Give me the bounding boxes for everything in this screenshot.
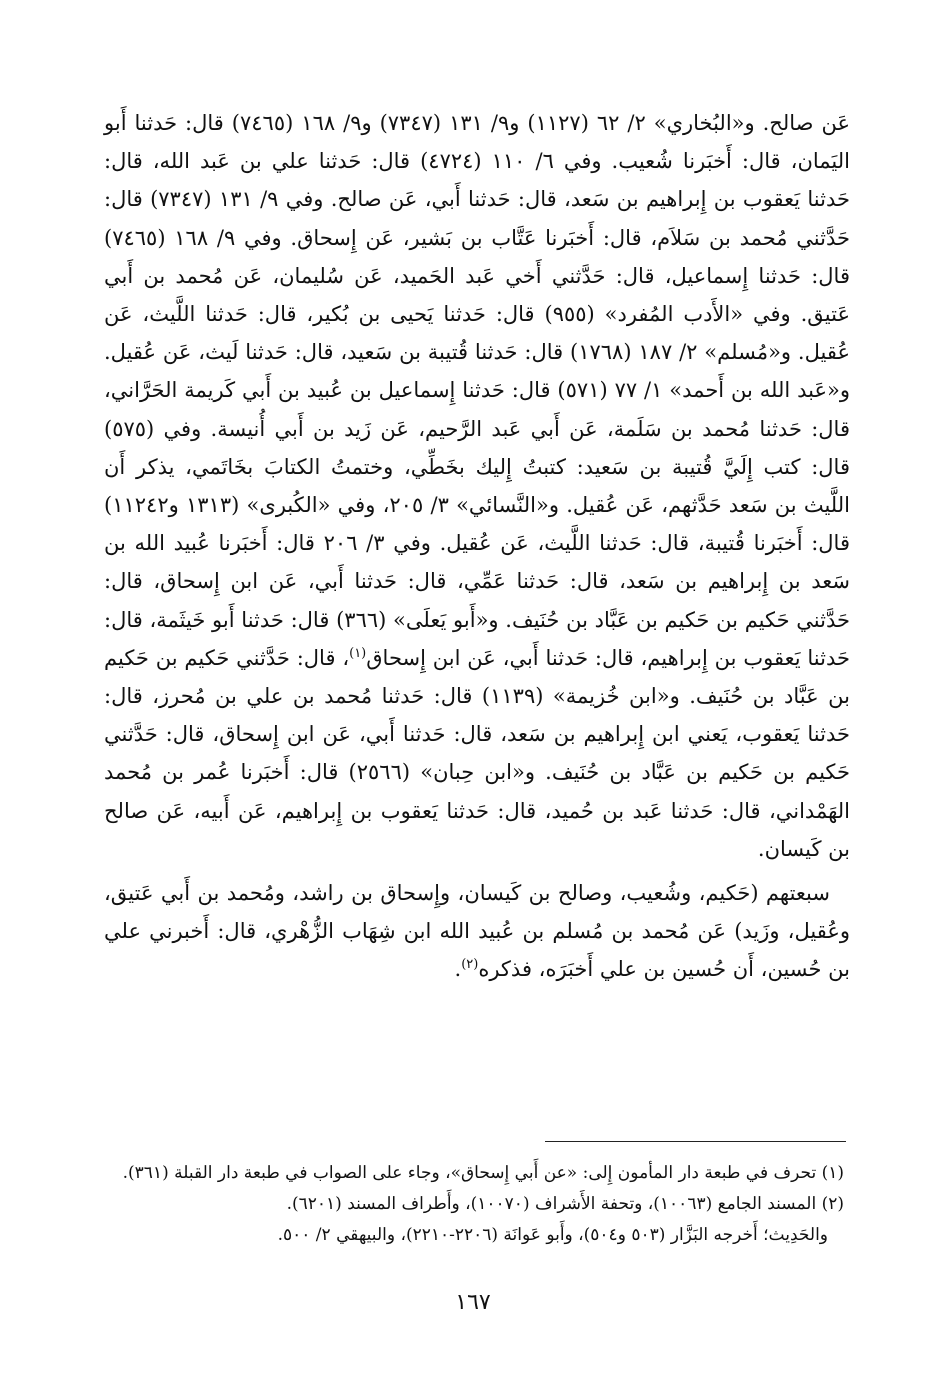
footnote-2: (٢) المسند الجامع (١٠٠٦٣)، وتحفة الأَشراف (١٠٠٧٠)، وأَطراف المسند (٦٢٠١). [286, 1194, 844, 1214]
footnote-divider [545, 1141, 846, 1142]
footnotes [104, 1158, 844, 1251]
footnote-3: والحَدِيث؛ أَخرجه البَزَّار (٥٠٣ و٥٠٤)، وأَبو عَوانَة (٢٢٠٦-٢٢١٠)، والبيهقي ٢/ ٥٠٠. [277, 1225, 828, 1245]
page-number: ١٦٧ [455, 1290, 491, 1315]
main-text [104, 104, 850, 989]
paragraph-2 [104, 874, 850, 989]
paragraph-1-continuation: ، قال: حَدَّثني حَكيم بن حَكيم بن عَبَّاد بن حُنَيف. و«ابن خُزيمة» (١١٣٩) قال: حَدثنا مُحمد بن علي بن مُحرز، قال: حَدثنا يَعقوب، يَعني ابن إِبراهيم بن سَعد، قال: حَدثنا أَبي، عَن ابن إِسحاق، قال: حَدَّثني حَكيم بن حَكيم بن عَبَّاد بن حُنَيف. و«ابن حِبان» (٢٥٦٦) قال: أَخبَرنا عُمر بن مُحمد الهَمْداني، قال: حَدثنا عَبد بن حُميد، قال: حَدثنا يَعقوب بن إِبراهيم، عَن أَبيه، عَن صالح بن كَيسان. [104, 645, 850, 861]
footnote-ref-2[interactable]: (٢) [461, 957, 479, 973]
paragraph-1-text: عَن صالح. و«البُخاري» ٢/ ٦٢ (١١٢٧) و٩/ ١٣١ (٧٣٤٧) و٩/ ١٦٨ (٧٤٦٥) قال: حَدثنا أَبو اليَمان، قال: أَخبَرنا شُعيب. وفي ٦/ ١١٠ (٤٧٢٤) قال: حَدثنا علي بن عَبد الله، قال: حَدثنا يَعقوب بن إِبراهيم بن سَعد، قال: حَدثنا أَبي، عَن صالح. وفي ٩/ ١٣١ (٧٣٤٧) قال: حَدَّثني مُحمد بن سَلاَم، قال: أَخبَرنا عَتَّاب بن بَشير، عَن إِسحاق. وفي ٩/ ١٦٨ (٧٤٦٥) قال: حَدثنا إِسماعيل، قال: حَدَّثني أَخي عَبد الحَميد، عَن سُليمان، عَن مُحمد بن أَبي عَتيق. وفي «الأَدب المُفرد» (٩٥٥) قال: حَدثنا يَحيى بن بُكير، قال: حَدثنا اللَّيث، عَن عُقيل. و«مُسلم» ٢/ ١٨٧ (١٧٦٨) قال: حَدثنا قُتيبة بن سَعيد، قال: حَدثنا لَيث، عَن عُقيل. و«عَبد الله بن أَحمد» ١/ ٧٧ (٥٧١) قال: حَدثنا إِسماعيل بن عُبيد بن أَبي كَريمة الحَرَّاني، قال: حَدثنا مُحمد بن سَلَمة، عَن أَبي عَبد الرَّحيم، عَن زَيد بن أَبي أُنيسة. وفي (٥٧٥) قال: كتب إِلَيَّ قُتيبة بن سَعيد: كتبتُ إِليك بخَطِّي، وختمتُ الكتابَ بخَاتَمي، يذكر أَن اللَّيث بن سَعد حَدَّثهم، عَن عُقيل. و«النَّسائي» ٣/ ٢٠٥، وفي «الكُبرى» (١٣١٣ و١١٢٤٢) قال: أَخبَرنا قُتيبة، قال: حَدثنا اللَّيث، عَن عُقيل. وفي ٣/ ٢٠٦ قال: أَخبَرنا عُبيد الله بن سَعد بن إِبراهيم بن سَعد، قال: حَدثنا عَمِّي، قال: حَدثنا أَبي، عَن ابن إِسحاق، قال: حَدَّثني حَكيم بن حَكيم بن عَبَّاد بن حُنَيف. و«أَبو يَعلَى» (٣٦٦) قال: حَدثنا أَبو خَيثَمة، قال: حَدثنا يَعقوب بن إِبراهيم، قال: حَدثنا أَبي، عَن ابن إِسحاق [104, 111, 850, 670]
footnote-ref-1[interactable]: (١) [349, 645, 367, 661]
paragraph-2-text: سبعتهم (حَكيم، وشُعيب، وصالح بن كَيسان، وإِسحاق بن راشد، ومُحمد بن أَبي عَتيق، وعُقيل، وزَيد) عَن مُحمد بن مُسلم بن عُبيد الله ابن شِهَاب الزُّهْري، قال: أَخبرني علي بن حُسين، أَن حُسين بن علي أَخبَرَه، فذكره [104, 881, 850, 982]
paragraph-1 [104, 104, 850, 868]
footnote-1: (١) تحرف في طبعة دار المأمون إِلى: «عن أَبي إِسحاق»، وجاء على الصواب في طبعة دار القبلة (٣٦١). [122, 1163, 844, 1183]
paragraph-2-end: . [454, 957, 462, 982]
